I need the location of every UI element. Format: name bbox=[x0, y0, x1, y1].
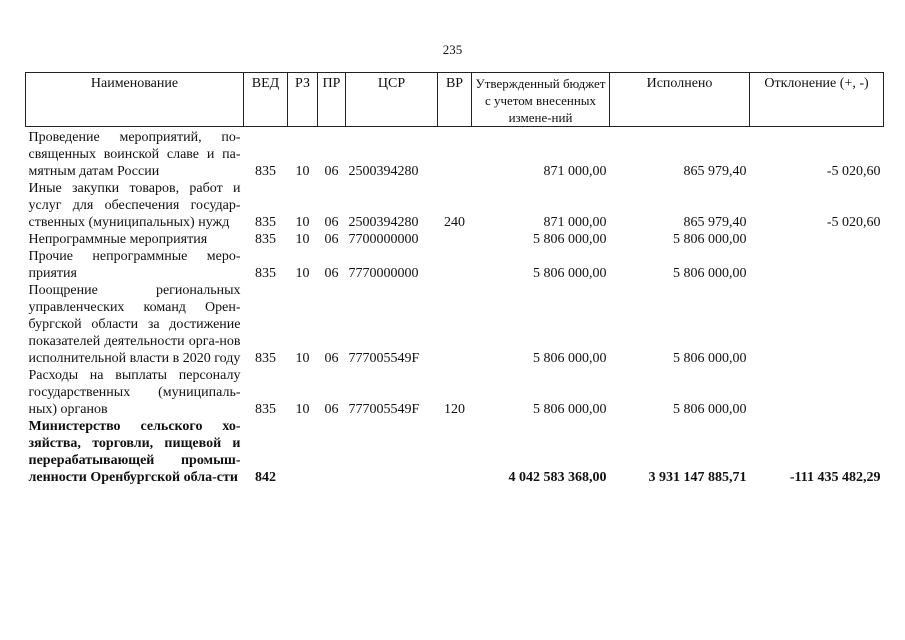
row-deviation: -111 435 482,29 bbox=[789, 470, 881, 485]
row-rz: 10 bbox=[295, 402, 310, 417]
table-row bbox=[26, 282, 884, 367]
header-deviation: Отклонение (+, -) bbox=[750, 73, 884, 127]
row-csr: 2500394280 bbox=[348, 215, 419, 230]
row-approved: 4 042 583 368,00 bbox=[508, 470, 607, 485]
row-name: Прочие непрограммные меро-приятия bbox=[28, 249, 241, 281]
row-name: Расходы на выплаты персоналу государственных (муниципаль-ных) органов bbox=[28, 368, 241, 417]
row-rz: 10 bbox=[295, 215, 310, 230]
row-pr: 06 bbox=[324, 232, 339, 247]
header-ved: ВЕД bbox=[244, 73, 288, 127]
row-name: Поощрение региональных управленческих команд Орен-бургской области за достижение показателей деятельности орга-нов исполнительной власти в 2020 году bbox=[28, 283, 241, 366]
row-ved: 835 bbox=[255, 215, 276, 230]
header-vr: ВР bbox=[438, 73, 472, 127]
row-rz bbox=[288, 418, 318, 486]
row-name: Иные закупки товаров, работ и услуг для обеспечения государ-ственных (муниципальных) нужд bbox=[28, 181, 241, 230]
row-executed: 5 806 000,00 bbox=[673, 402, 747, 417]
table-row bbox=[26, 248, 884, 282]
row-approved: 871 000,00 bbox=[543, 215, 607, 230]
table-row bbox=[26, 231, 884, 248]
row-executed: 5 806 000,00 bbox=[673, 351, 747, 366]
row-vr bbox=[438, 282, 472, 367]
row-name: Министерство сельского хо-зяйства, торговли, пищевой и перерабатывающей промыш-ленности Оренбургской обла-сти bbox=[28, 419, 241, 485]
row-ved: 842 bbox=[255, 470, 276, 485]
row-csr: 7700000000 bbox=[348, 232, 419, 247]
row-ved: 835 bbox=[255, 351, 276, 366]
table-row-total bbox=[26, 418, 884, 486]
row-ved: 835 bbox=[255, 402, 276, 417]
row-pr bbox=[318, 418, 346, 486]
row-pr: 06 bbox=[324, 215, 339, 230]
table-row bbox=[26, 367, 884, 418]
row-approved: 5 806 000,00 bbox=[533, 266, 607, 281]
page-number: 235 bbox=[442, 42, 463, 57]
row-rz: 10 bbox=[295, 266, 310, 281]
row-approved: 5 806 000,00 bbox=[533, 351, 607, 366]
header-csr: ЦСР bbox=[346, 73, 438, 127]
header-executed: Исполнено bbox=[610, 73, 750, 127]
header-approved: Утвержденный бюджет с учетом внесенных измене-ний bbox=[472, 73, 610, 127]
row-deviation: -5 020,60 bbox=[826, 215, 881, 230]
row-executed: 865 979,40 bbox=[683, 215, 747, 230]
row-csr: 2500394280 bbox=[348, 164, 419, 179]
header-pr: ПР bbox=[318, 73, 346, 127]
row-executed: 5 806 000,00 bbox=[673, 266, 747, 281]
row-name: Непрограммные мероприятия bbox=[28, 232, 208, 247]
table-header-row bbox=[26, 73, 884, 127]
row-pr: 06 bbox=[324, 402, 339, 417]
row-executed: 3 931 147 885,71 bbox=[648, 470, 747, 485]
row-csr: 777005549F bbox=[348, 402, 420, 417]
row-deviation bbox=[750, 231, 884, 248]
row-pr: 06 bbox=[324, 164, 339, 179]
row-csr: 7770000000 bbox=[348, 266, 419, 281]
row-vr bbox=[438, 127, 472, 181]
row-pr: 06 bbox=[324, 351, 339, 366]
row-vr bbox=[438, 418, 472, 486]
row-deviation bbox=[750, 367, 884, 418]
row-approved: 5 806 000,00 bbox=[533, 402, 607, 417]
row-rz: 10 bbox=[295, 164, 310, 179]
header-name: Наименование bbox=[26, 73, 244, 127]
budget-table bbox=[25, 72, 884, 486]
row-ved: 835 bbox=[255, 164, 276, 179]
row-deviation bbox=[750, 248, 884, 282]
row-deviation: -5 020,60 bbox=[826, 164, 881, 179]
table-row bbox=[26, 180, 884, 231]
row-rz: 10 bbox=[295, 232, 310, 247]
row-rz: 10 bbox=[295, 351, 310, 366]
row-csr bbox=[346, 418, 438, 486]
row-csr: 777005549F bbox=[348, 351, 420, 366]
row-executed: 865 979,40 bbox=[683, 164, 747, 179]
row-ved: 835 bbox=[255, 232, 276, 247]
row-vr bbox=[438, 248, 472, 282]
row-vr: 120 bbox=[444, 402, 465, 417]
row-deviation bbox=[750, 282, 884, 367]
row-approved: 871 000,00 bbox=[543, 164, 607, 179]
row-executed: 5 806 000,00 bbox=[673, 232, 747, 247]
row-name: Проведение мероприятий, по-священных воинской славе и па-мятным датам России bbox=[28, 130, 241, 179]
row-approved: 5 806 000,00 bbox=[533, 232, 607, 247]
table-row bbox=[26, 127, 884, 181]
row-vr: 240 bbox=[444, 215, 465, 230]
row-ved: 835 bbox=[255, 266, 276, 281]
header-rz: РЗ bbox=[288, 73, 318, 127]
row-pr: 06 bbox=[324, 266, 339, 281]
row-vr bbox=[438, 231, 472, 248]
